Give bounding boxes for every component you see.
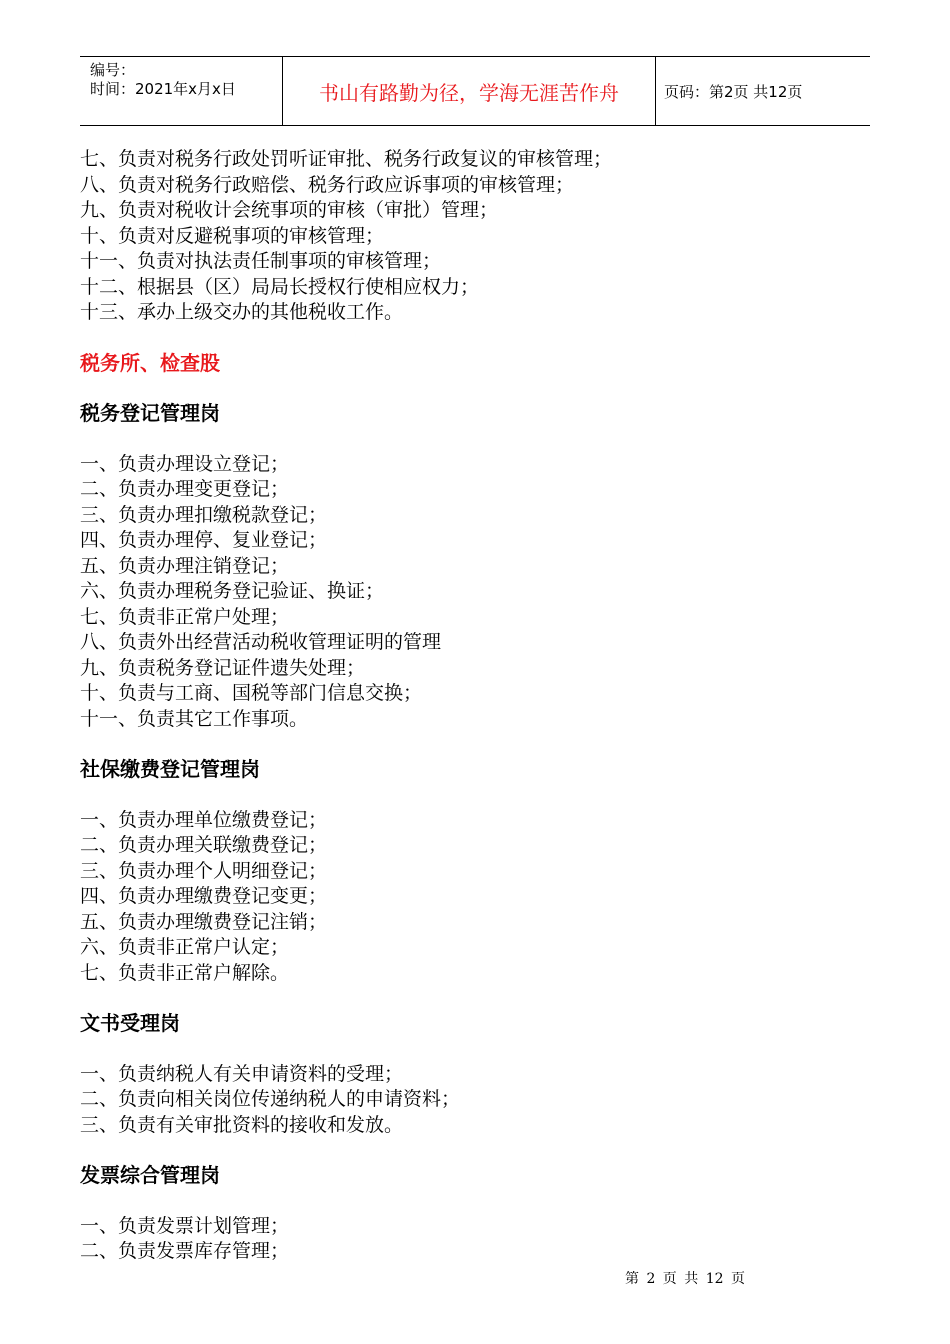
list-item: 八、负责对税务行政赔偿、税务行政应诉事项的审核管理； [80,173,575,196]
spacer [80,1138,880,1163]
post-title-tax-registration: 税务登记管理岗 [80,401,220,425]
list-item: 一、负责发票计划管理； [80,1214,290,1237]
post-title-document-acceptance: 文书受理岗 [80,1011,180,1035]
list-item: 二、负责办理关联缴费登记； [80,834,328,856]
spacer [80,986,880,1011]
list-item: 二、负责向相关岗位传递纳税人的申请资料； [80,1088,461,1110]
page-header [80,56,870,126]
list-item: 十三、承办上级交办的其他税收工作。 [80,301,404,323]
header-motto: 书山有路勤为径，学海无涯苦作舟 [283,57,656,125]
document-body [80,147,880,1265]
list-item: 三、负责办理个人明细登记； [80,859,328,882]
document-number-label: 编号： [90,61,136,79]
tax-registration-list [80,452,880,733]
spacer [80,732,880,757]
list-item: 一、负责办理单位缴费登记； [80,808,328,831]
list-item: 七、负责对税务行政处罚听证审批、税务行政复议的审核管理； [80,148,613,170]
post-title-social-insurance: 社保缴费登记管理岗 [80,757,260,781]
list-item: 八、负责外出经营活动税收管理证明的管理 [80,631,442,653]
list-item: 四、负责办理停、复业登记； [80,529,328,551]
list-item: 一、负责办理设立登记； [80,452,290,475]
list-item: 七、负责非正常户解除。 [80,961,290,984]
list-item: 二、负责办理变更登记； [80,478,290,500]
list-item: 三、负责有关审批资料的接收和发放。 [80,1113,404,1136]
post-title-invoice-management: 发票综合管理岗 [80,1163,220,1187]
document-acceptance-list [80,1062,880,1139]
list-item: 九、负责税务登记证件遗失处理； [80,656,366,679]
header-meta [80,57,283,125]
list-item: 三、负责办理扣缴税款登记； [80,503,328,526]
list-item: 二、负责发票库存管理； [80,1240,290,1262]
list-item: 十、负责对反避税事项的审核管理； [80,224,385,247]
section-title: 税务所、检查股 [80,350,220,375]
list-item: 十一、负责其它工作事项。 [80,707,309,730]
social-insurance-list [80,808,880,987]
invoice-management-list [80,1214,880,1265]
list-item: 五、负责办理注销登记； [80,554,290,577]
list-item: 九、负责对税收计会统事项的审核（审批）管理； [80,199,499,221]
list-item: 十一、负责对执法责任制事项的审核管理； [80,250,442,272]
continued-list [80,147,880,326]
page-footer: 第 2 页 共 12 页 [625,1271,745,1287]
list-item: 十二、根据县（区）局局长授权行使相应权力； [80,275,480,298]
list-item: 四、负责办理缴费登记变更； [80,885,328,907]
list-item: 六、负责非正常户认定； [80,936,290,958]
header-page-info: 页码：第2页 共12页 [664,82,803,101]
list-item: 六、负责办理税务登记验证、换证； [80,580,385,602]
list-item: 十、负责与工商、国税等部门信息交换； [80,682,423,704]
list-item: 一、负责纳税人有关申请资料的受理； [80,1062,404,1085]
list-item: 七、负责非正常户处理； [80,605,290,628]
list-item: 五、负责办理缴费登记注销； [80,910,328,933]
document-time-label: 时间：2021年x月x日 [90,80,236,98]
